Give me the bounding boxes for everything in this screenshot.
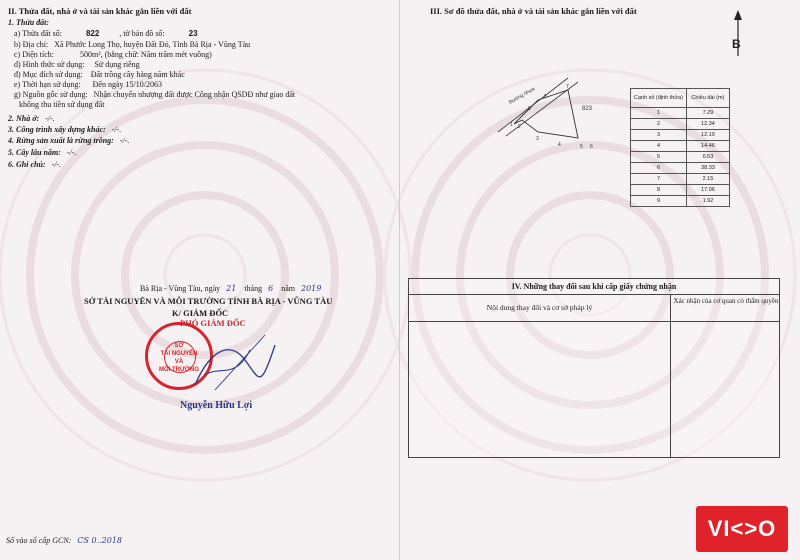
changes-header-bottom-rule — [409, 321, 779, 322]
parcel-sketch — [488, 70, 618, 160]
area-value: 500m², (bằng chữ: Năm trăm mét vuông) — [79, 50, 212, 59]
changes-content-header: Nội dung thay đổi và cơ sở pháp lý — [486, 303, 593, 312]
production-forest-value: -/-. — [119, 136, 130, 145]
address-value: Xã Phước Long Thọ, huyện Đất Đỏ, Tỉnh Bà Rịa - Vũng Tàu — [54, 40, 251, 49]
parcel-number-label: a) Thửa đất số: — [14, 29, 62, 38]
parcel-number-row — [14, 29, 198, 38]
item1-label: 1. Thửa đất: — [8, 18, 50, 27]
edge-number: 9 — [631, 196, 687, 207]
sketch-point-7: 7 — [566, 84, 569, 90]
edge-col-header: Cạnh số (định thửa) — [631, 89, 687, 108]
changes-confirmation-header: Xác nhận của cơ quan có thẩm quyền — [673, 297, 779, 305]
edge-length: 12.34 — [686, 119, 729, 130]
edge-length-row — [631, 163, 730, 174]
stamp-line-2: TÀI NGUYÊN — [160, 351, 198, 357]
production-forest-label: 4. Rừng sản xuất là rừng trồng: — [8, 136, 114, 145]
other-construction-label: 3. Công trình xây dựng khác: — [8, 125, 106, 134]
sketch-point-5: 5 — [580, 144, 583, 150]
section-iv-title: IV. Những thay đổi sau khi cấp giấy chứng nhận — [511, 282, 677, 291]
changes-header-top-rule — [409, 294, 779, 295]
usage-form-label: d) Hình thức sử dụng: — [14, 60, 85, 69]
perennial-tree-value: -/-. — [66, 148, 77, 157]
edge-length: 2.15 — [686, 174, 729, 185]
edge-length: 17.06 — [686, 185, 729, 196]
issue-month: 6 — [268, 284, 274, 293]
area-label: c) Diện tích: — [14, 50, 54, 59]
edge-number: 1 — [631, 108, 687, 119]
perennial-tree-label: 5. Cây lâu năm: — [8, 148, 61, 157]
usage-origin-label: g) Nguồn gốc sử dụng: — [14, 90, 88, 99]
brand-logo[interactable]: VI<>O — [696, 506, 788, 552]
register-row — [6, 536, 122, 545]
edge-length-row — [631, 108, 730, 119]
issue-month-label: tháng — [244, 284, 263, 293]
edge-length-row — [631, 119, 730, 130]
page-fold-divider — [399, 0, 400, 560]
edge-length-row — [631, 196, 730, 207]
edge-length-body — [631, 108, 730, 207]
edge-length-row — [631, 185, 730, 196]
edge-number: 2 — [631, 119, 687, 130]
stamp-line-1: SỞ — [174, 343, 184, 349]
issue-date-row — [140, 284, 321, 293]
usage-term-label: e) Thời hạn sử dụng: — [14, 80, 81, 89]
note-label: 6. Ghi chú: — [8, 160, 46, 169]
usage-form-value: Sử dụng riêng — [94, 60, 140, 69]
sketch-point-2: 2 — [518, 124, 521, 130]
sketch-point-8: 8 — [544, 94, 547, 100]
usage-form-row — [14, 60, 140, 69]
register-label: Số vào sổ cấp GCN: — [6, 536, 72, 545]
changes-after-issuance-box — [408, 278, 780, 458]
edge-number: 6 — [631, 163, 687, 174]
road-label: Đường nhựa — [508, 86, 537, 106]
edge-length-row — [631, 174, 730, 185]
usage-purpose-label: đ) Mục đích sử dụng: — [14, 70, 83, 79]
edge-length-table — [630, 88, 730, 207]
address-label: b) Địa chỉ: — [14, 40, 49, 49]
edge-number: 5 — [631, 152, 687, 163]
area-row — [14, 50, 212, 59]
address-row — [14, 40, 250, 49]
length-col-header: Chiều dài (m) — [686, 89, 729, 108]
usage-origin-value: Nhận chuyển nhượng đất được Công nhận QSDĐ như giao đất — [93, 90, 296, 99]
edge-length-row — [631, 152, 730, 163]
usage-term-value: Đến ngày 15/10/2063 — [92, 80, 162, 89]
issue-day: 21 — [226, 284, 237, 293]
section-ii-title: II. Thửa đất, nhà ở và tài sản khác gắn liền với đất — [8, 6, 192, 16]
map-sheet-value: 23 — [188, 29, 198, 38]
other-construction-row — [8, 125, 121, 134]
production-forest-row — [8, 136, 129, 145]
edge-length: 7.29 — [686, 108, 729, 119]
edge-length-row — [631, 141, 730, 152]
usage-origin-value-cont: không thu tiền sử dụng đất — [19, 100, 105, 109]
handwritten-signature — [190, 330, 280, 400]
map-sheet-label: , tờ bản đồ số: — [119, 29, 165, 38]
house-row — [8, 114, 55, 123]
compass-letter: B — [732, 37, 741, 51]
usage-purpose-value: Đất trồng cây hàng năm khác — [90, 70, 185, 79]
changes-column-divider — [670, 294, 671, 457]
stamp-line-3: VÀ — [174, 359, 184, 365]
edge-number: 3 — [631, 130, 687, 141]
north-arrow-icon — [728, 10, 748, 60]
signer-name: Nguyễn Hữu Lợi — [180, 400, 253, 411]
house-label: 2. Nhà ở: — [8, 114, 40, 123]
edge-length: 1.92 — [686, 196, 729, 207]
issue-year: 2019 — [300, 284, 322, 293]
usage-origin-row — [14, 90, 295, 99]
note-value: -/-. — [51, 160, 62, 169]
edge-length: 12.19 — [686, 130, 729, 141]
signer-position-1: K/ GIÁM ĐỐC — [172, 308, 229, 318]
adjacent-parcel-label: 823 — [582, 106, 593, 112]
sketch-point-4: 4 — [558, 142, 561, 148]
issue-year-label: năm — [281, 284, 295, 293]
sketch-point-6: 6 — [590, 144, 593, 150]
usage-term-row — [14, 80, 162, 89]
register-value: CS 0..2018 — [77, 536, 123, 545]
sketch-point-1: 1 — [510, 122, 513, 128]
note-row — [8, 160, 61, 169]
sketch-point-3: 3 — [536, 136, 539, 142]
perennial-tree-row — [8, 148, 76, 157]
signer-position-2: PHÓ GIÁM ĐỐC — [180, 318, 246, 328]
section-iii-title: III. Sơ đồ thửa đất, nhà ở và tài sản khác gắn liền với đất — [430, 6, 637, 16]
edge-number: 8 — [631, 185, 687, 196]
edge-number: 7 — [631, 174, 687, 185]
house-value: -/-. — [45, 114, 55, 123]
issuing-office: SỞ TÀI NGUYÊN VÀ MÔI TRƯỜNG TỈNH BÀ RỊA - VŨNG TÀU — [84, 296, 333, 306]
other-construction-value: -/-. — [111, 125, 122, 134]
sketch-point-9: 9 — [528, 106, 531, 112]
edge-number: 4 — [631, 141, 687, 152]
issue-place-label: Bà Rịa - Vũng Tàu, ngày — [140, 284, 221, 293]
usage-purpose-row — [14, 70, 185, 79]
edge-length: 38.33 — [686, 163, 729, 174]
parcel-number-value: 822 — [85, 29, 100, 38]
edge-length: 14.46 — [686, 141, 729, 152]
stamp-line-4: MÔI TRƯỜNG — [158, 367, 200, 373]
edge-length: 0.53 — [686, 152, 729, 163]
edge-length-row — [631, 130, 730, 141]
